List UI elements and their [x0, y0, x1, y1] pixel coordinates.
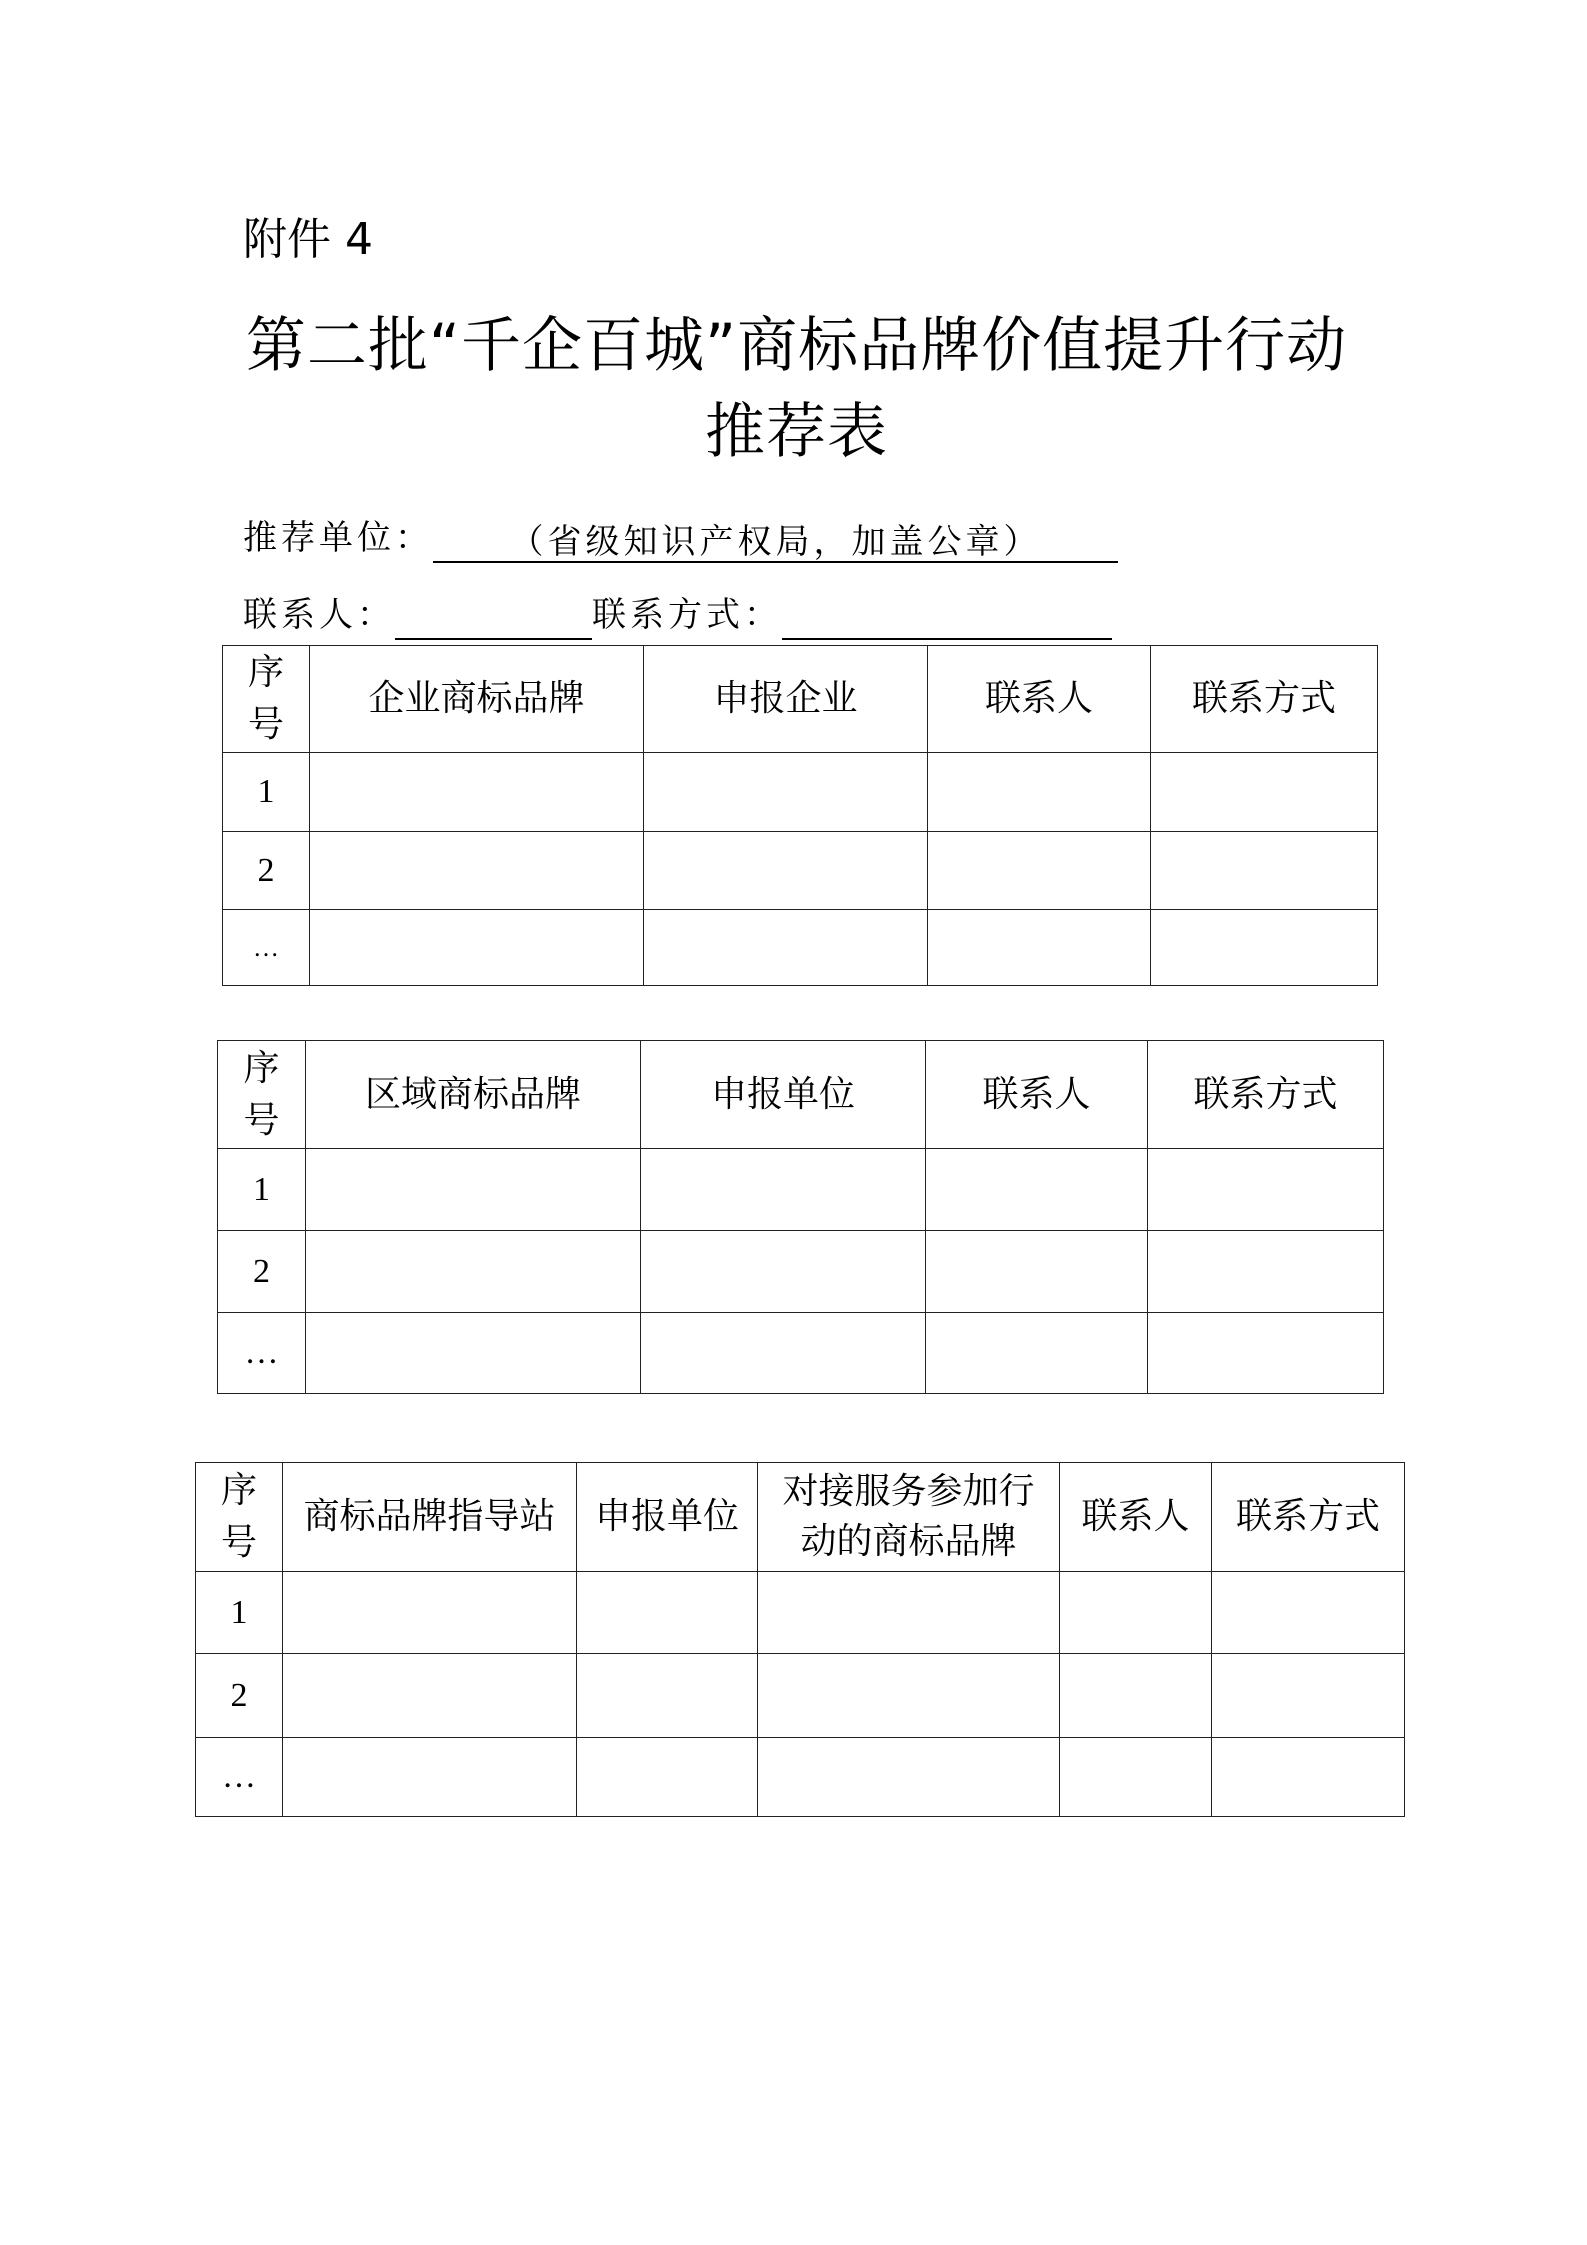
contact-method-cell[interactable]: [1151, 832, 1378, 910]
guidance-station-cell[interactable]: [283, 1738, 577, 1817]
contact-person-cell[interactable]: [1060, 1654, 1212, 1738]
contact-method-cell[interactable]: [1151, 753, 1378, 832]
contact-person-cell[interactable]: [928, 753, 1151, 832]
enterprise-brand-cell[interactable]: [310, 910, 644, 986]
header-contact-person: 联系人: [928, 646, 1151, 753]
regional-brand-cell[interactable]: [306, 1313, 641, 1394]
row-number: 2: [196, 1654, 283, 1738]
regional-brand-cell[interactable]: [306, 1149, 641, 1231]
applicant-enterprise-cell[interactable]: [644, 753, 928, 832]
recommending-unit-row: [243, 513, 1118, 563]
attachment-label: 附件 4: [243, 214, 373, 265]
connected-brand-cell[interactable]: [758, 1738, 1060, 1817]
contact-person-cell[interactable]: [928, 910, 1151, 986]
row-number: 2: [223, 832, 310, 910]
header-applicant-enterprise: 申报企业: [644, 646, 928, 753]
contact-method-cell[interactable]: [1148, 1231, 1384, 1313]
applicant-unit-cell[interactable]: [577, 1738, 758, 1817]
header-contact-person: 联系人: [926, 1041, 1148, 1149]
contact-method-cell[interactable]: [1212, 1572, 1405, 1654]
table-row: [218, 1231, 1384, 1313]
table-row: [223, 832, 1378, 910]
contact-method-field[interactable]: [782, 594, 1112, 640]
connected-brand-cell[interactable]: [758, 1572, 1060, 1654]
document-subtitle: 推荐表: [705, 397, 888, 467]
table-header-row: [223, 646, 1378, 753]
header-seq: 序 号: [223, 646, 310, 753]
contact-person-cell[interactable]: [1060, 1738, 1212, 1817]
table-header-row: [218, 1041, 1384, 1149]
contact-method-label: 联系方式：: [592, 595, 782, 635]
contact-person-cell[interactable]: [926, 1231, 1148, 1313]
regional-brand-cell[interactable]: [306, 1231, 641, 1313]
enterprise-brand-cell[interactable]: [310, 832, 644, 910]
contact-person-label: 联系人：: [243, 595, 395, 635]
recommending-unit-label: 推荐单位：: [243, 518, 433, 558]
header-enterprise-brand: 企业商标品牌: [310, 646, 644, 753]
table-row: [196, 1654, 1405, 1738]
header-applicant-unit: 申报单位: [577, 1463, 758, 1572]
table-row: [223, 753, 1378, 832]
header-seq: 序 号: [196, 1463, 283, 1572]
guidance-station-cell[interactable]: [283, 1654, 577, 1738]
applicant-unit-cell[interactable]: [577, 1654, 758, 1738]
contact-method-cell[interactable]: [1148, 1313, 1384, 1394]
row-number: 1: [223, 753, 310, 832]
header-seq: 序 号: [218, 1041, 306, 1149]
guidance-station-cell[interactable]: [283, 1572, 577, 1654]
table-header-row: [196, 1463, 1405, 1572]
header-connected-brand: 对接服务参加行 动的商标品牌: [758, 1463, 1060, 1572]
row-number: 1: [218, 1149, 306, 1231]
header-applicant-unit: 申报单位: [641, 1041, 926, 1149]
contact-method-cell[interactable]: [1212, 1654, 1405, 1738]
table-row: [218, 1149, 1384, 1231]
regional-brand-table: [217, 1040, 1384, 1394]
row-number: …: [218, 1313, 306, 1394]
applicant-unit-cell[interactable]: [641, 1231, 926, 1313]
row-number: 2: [218, 1231, 306, 1313]
applicant-enterprise-cell[interactable]: [644, 832, 928, 910]
guidance-station-table: [195, 1462, 1405, 1817]
contact-person-cell[interactable]: [926, 1313, 1148, 1394]
contact-person-cell[interactable]: [1060, 1572, 1212, 1654]
contact-method-cell[interactable]: [1148, 1149, 1384, 1231]
applicant-unit-cell[interactable]: [641, 1149, 926, 1231]
enterprise-brand-table: [222, 645, 1378, 986]
table-row: [218, 1313, 1384, 1394]
table-row: [223, 910, 1378, 986]
header-contact-person: 联系人: [1060, 1463, 1212, 1572]
table-row: [196, 1738, 1405, 1817]
document-title: 第二批“千企百城”商标品牌价值提升行动: [245, 311, 1348, 381]
header-guidance-station: 商标品牌指导站: [283, 1463, 577, 1572]
header-contact-method: 联系方式: [1148, 1041, 1384, 1149]
contact-row: [243, 590, 1112, 640]
contact-person-field[interactable]: [395, 594, 592, 640]
applicant-unit-cell[interactable]: [641, 1313, 926, 1394]
row-number: …: [223, 910, 310, 986]
contact-person-cell[interactable]: [928, 832, 1151, 910]
enterprise-brand-cell[interactable]: [310, 753, 644, 832]
applicant-enterprise-cell[interactable]: [644, 910, 928, 986]
row-number: …: [196, 1738, 283, 1817]
contact-method-cell[interactable]: [1151, 910, 1378, 986]
contact-method-cell[interactable]: [1212, 1738, 1405, 1817]
header-contact-method: 联系方式: [1151, 646, 1378, 753]
applicant-unit-cell[interactable]: [577, 1572, 758, 1654]
row-number: 1: [196, 1572, 283, 1654]
table-row: [196, 1572, 1405, 1654]
connected-brand-cell[interactable]: [758, 1654, 1060, 1738]
header-regional-brand: 区域商标品牌: [306, 1041, 641, 1149]
header-contact-method: 联系方式: [1212, 1463, 1405, 1572]
contact-person-cell[interactable]: [926, 1149, 1148, 1231]
recommending-unit-field[interactable]: （省级知识产权局，加盖公章）: [433, 517, 1118, 563]
